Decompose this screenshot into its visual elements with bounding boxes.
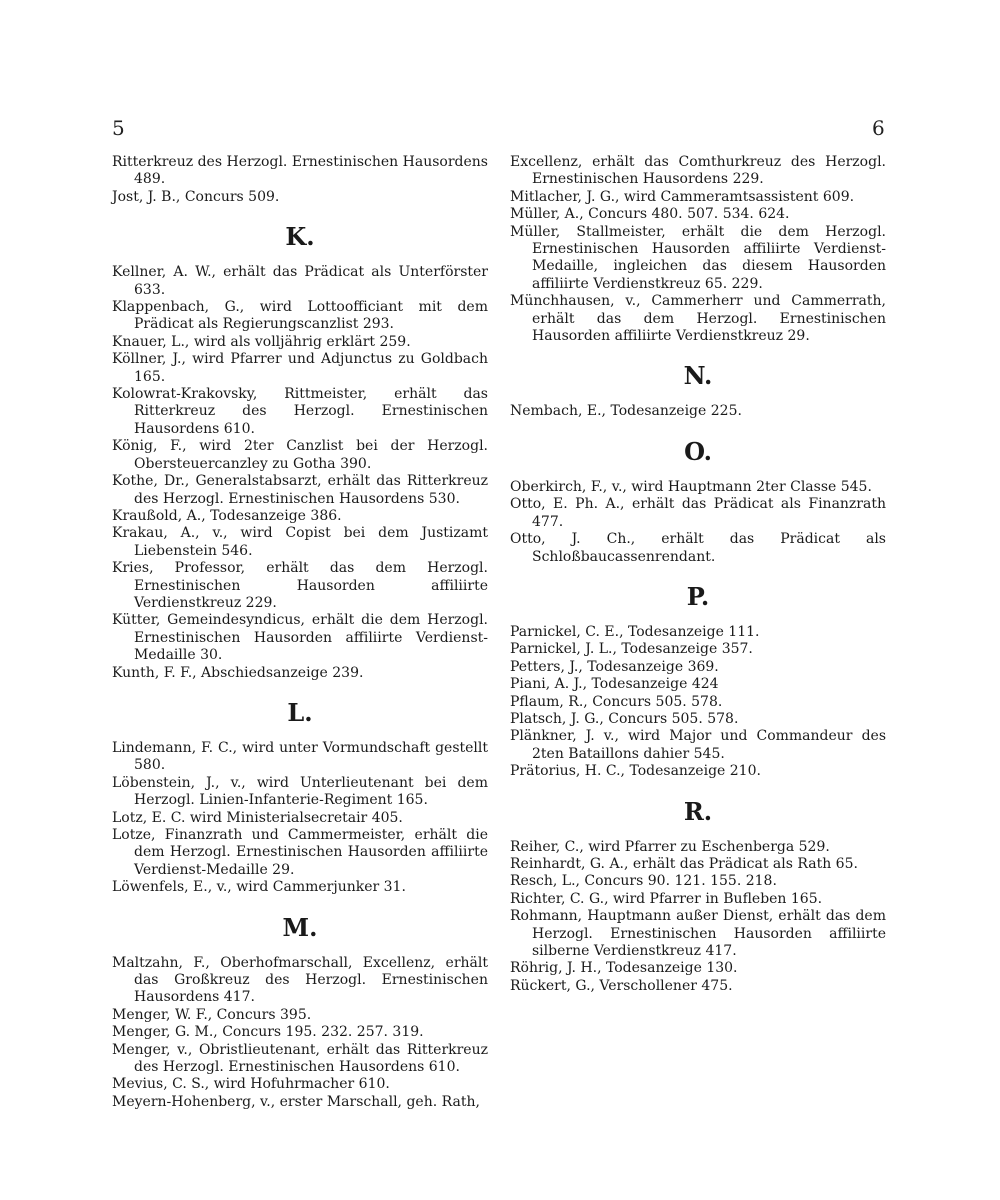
index-entry: Menger, G. M., Concurs 195. 232. 257. 319. bbox=[112, 1024, 424, 1041]
index-entry: Löbenstein, J., v., wird Unterlieutenant bei dem Herzogl. Linien-Infanterie-Regiment 165. bbox=[112, 774, 488, 809]
index-entry: Kothe, Dr., Generalstabsarzt, erhält das Ritterkreuz des Herzogl. Ernestinischen Hausordens 530. bbox=[112, 473, 488, 507]
index-entry: Lotze, Finanzrath und Cammermeister, erhält die dem Herzogl. Ernestinischen Hausorden affiliirte Verdienst-Medaille 29. bbox=[112, 827, 488, 878]
index-entry: Kraußold, A., Todesanzeige 386. bbox=[112, 507, 342, 524]
index-entry: Nembach, E., Todesanzeige 225. bbox=[510, 403, 742, 420]
index-entry: Röhrig, J. H., Todesanzeige 130. bbox=[510, 960, 738, 977]
section-letter-heading: P. bbox=[686, 581, 710, 611]
index-entry: Rohmann, Hauptmann außer Dienst, erhält das dem Herzogl. Ernestinischen Hausorden affiliirte silberne Verdienstkreuz 417. bbox=[510, 908, 886, 959]
index-entry: Pflaum, R., Concurs 505. 578. bbox=[510, 693, 723, 710]
index-entry: Klappenbach, G., wird Lottoofficiant mit dem Prädicat als Regierungscanzlist 293. bbox=[112, 299, 488, 333]
index-entry: Meyern-Hohenberg, v., erster Marschall, geh. Rath, bbox=[112, 1093, 480, 1110]
index-entry: Otto, E. Ph. A., erhält das Prädicat als Finanzrath 477. bbox=[510, 496, 886, 530]
index-entry: Köllner, J., wird Pfarrer und Adjunctus zu Goldbach 165. bbox=[112, 351, 488, 385]
index-entry: Menger, W. F., Concurs 395. bbox=[112, 1006, 312, 1023]
index-entry: Mevius, C. S., wird Hofuhrmacher 610. bbox=[112, 1076, 390, 1093]
section-letter-heading: L. bbox=[287, 697, 313, 727]
index-entry: Münchhausen, v., Cammerherr und Cammerrath, erhält das dem Herzogl. Ernestinischen Hausorden affiliirte Verdienstkreuz 29. bbox=[510, 293, 886, 345]
index-entry: Löwenfels, E., v., wird Cammerjunker 31. bbox=[112, 879, 406, 896]
page-number-right: 6 bbox=[872, 116, 885, 140]
index-entry: Knauer, L., wird als volljährig erklärt 259. bbox=[112, 333, 411, 350]
index-entry: Richter, C. G., wird Pfarrer in Bufleben 165. bbox=[510, 890, 823, 907]
index-entry: Krakau, A., v., wird Copist bei dem Justizamt Liebenstein 546. bbox=[112, 525, 488, 559]
index-entry: Müller, A., Concurs 480. 507. 534. 624. bbox=[510, 206, 790, 223]
index-entry: Plänkner, J. v., wird Major und Commandeur des 2ten Bataillons dahier 545. bbox=[510, 728, 886, 762]
index-entry: Resch, L., Concurs 90. 121. 155. 218. bbox=[510, 873, 777, 890]
index-entry: Kütter, Gemeindesyndicus, erhält die dem Herzogl. Ernestinischen Hausorden affiliirte Verdienst-Medaille 30. bbox=[112, 612, 488, 664]
index-entry: Platsch, J. G., Concurs 505. 578. bbox=[510, 710, 739, 727]
section-letter-heading: N. bbox=[683, 361, 713, 391]
left-column bbox=[112, 154, 488, 1111]
index-entry: Müller, Stallmeister, erhält die dem Herzogl. Ernestinischen Hausorden affiliirte Verdienst-Medaille, ingleichen das diesem Hausorden affiliirte Verdienstkreuz 65. 229. bbox=[510, 223, 886, 292]
index-entry: Rückert, G., Verschollener 475. bbox=[510, 977, 733, 994]
section-letter-heading: O. bbox=[684, 436, 712, 466]
right-column bbox=[510, 154, 886, 995]
index-entry: Menger, v., Obristlieutenant, erhält das Ritterkreuz des Herzogl. Ernestinischen Hausordens 610. bbox=[112, 1041, 488, 1076]
page-number-left: 5 bbox=[112, 116, 125, 140]
index-entry: Kolowrat-Krakovsky, Rittmeister, erhält das Ritterkreuz des Herzogl. Ernestinischen Hausordens 610. bbox=[112, 386, 488, 437]
index-entry: Excellenz, erhält das Comthurkreuz des Herzogl. Ernestinischen Hausordens 229. bbox=[510, 154, 886, 188]
index-entry: Mitlacher, J. G., wird Cammeramtsassistent 609. bbox=[510, 188, 855, 205]
index-entry: Maltzahn, F., Oberhofmarschall, Excellenz, erhält das Großkreuz des Herzogl. Ernestinischen Hausordens 417. bbox=[112, 954, 488, 1006]
index-entry: Reiher, C., wird Pfarrer zu Eschenberga 529. bbox=[510, 838, 830, 855]
index-entry: Jost, J. B., Concurs 509. bbox=[112, 188, 280, 205]
index-entry: Parnickel, C. E., Todesanzeige 111. bbox=[510, 623, 760, 640]
index-entry: König, F., wird 2ter Canzlist bei der Herzogl. Obersteuercanzley zu Gotha 390. bbox=[112, 438, 488, 472]
section-letter-heading: R. bbox=[683, 796, 713, 826]
index-entry: Lindemann, F. C., wird unter Vormundschaft gestellt 580. bbox=[112, 739, 488, 774]
index-entry: Piani, A. J., Todesanzeige 424 bbox=[510, 676, 719, 693]
section-letter-heading: M. bbox=[282, 912, 318, 942]
index-entry: Kries, Professor, erhält das dem Herzogl. Ernestinischen Hausorden affiliirte Verdienstkreuz 229. bbox=[112, 560, 488, 611]
index-entry: Prätorius, H. C., Todesanzeige 210. bbox=[510, 763, 761, 780]
index-entry: Ritterkreuz des Herzogl. Ernestinischen Hausordens 489. bbox=[112, 154, 488, 188]
index-entry: Petters, J., Todesanzeige 369. bbox=[510, 658, 719, 675]
index-entry: Oberkirch, F., v., wird Hauptmann 2ter Classe 545. bbox=[510, 478, 872, 495]
index-entry: Lotz, E. C. wird Ministerialsecretair 405. bbox=[112, 809, 403, 826]
index-entry: Kellner, A. W., erhält das Prädicat als Unterförster 633. bbox=[112, 264, 488, 298]
index-entry: Parnickel, J. L., Todesanzeige 357. bbox=[510, 641, 753, 658]
index-entry: Kunth, F. F., Abschiedsanzeige 239. bbox=[112, 664, 364, 681]
section-letter-heading: K. bbox=[285, 222, 315, 252]
index-entry: Otto, J. Ch., erhält das Prädicat als Schloßbaucassenrendant. bbox=[510, 531, 886, 565]
index-entry: Reinhardt, G. A., erhält das Prädicat als Rath 65. bbox=[510, 855, 858, 872]
